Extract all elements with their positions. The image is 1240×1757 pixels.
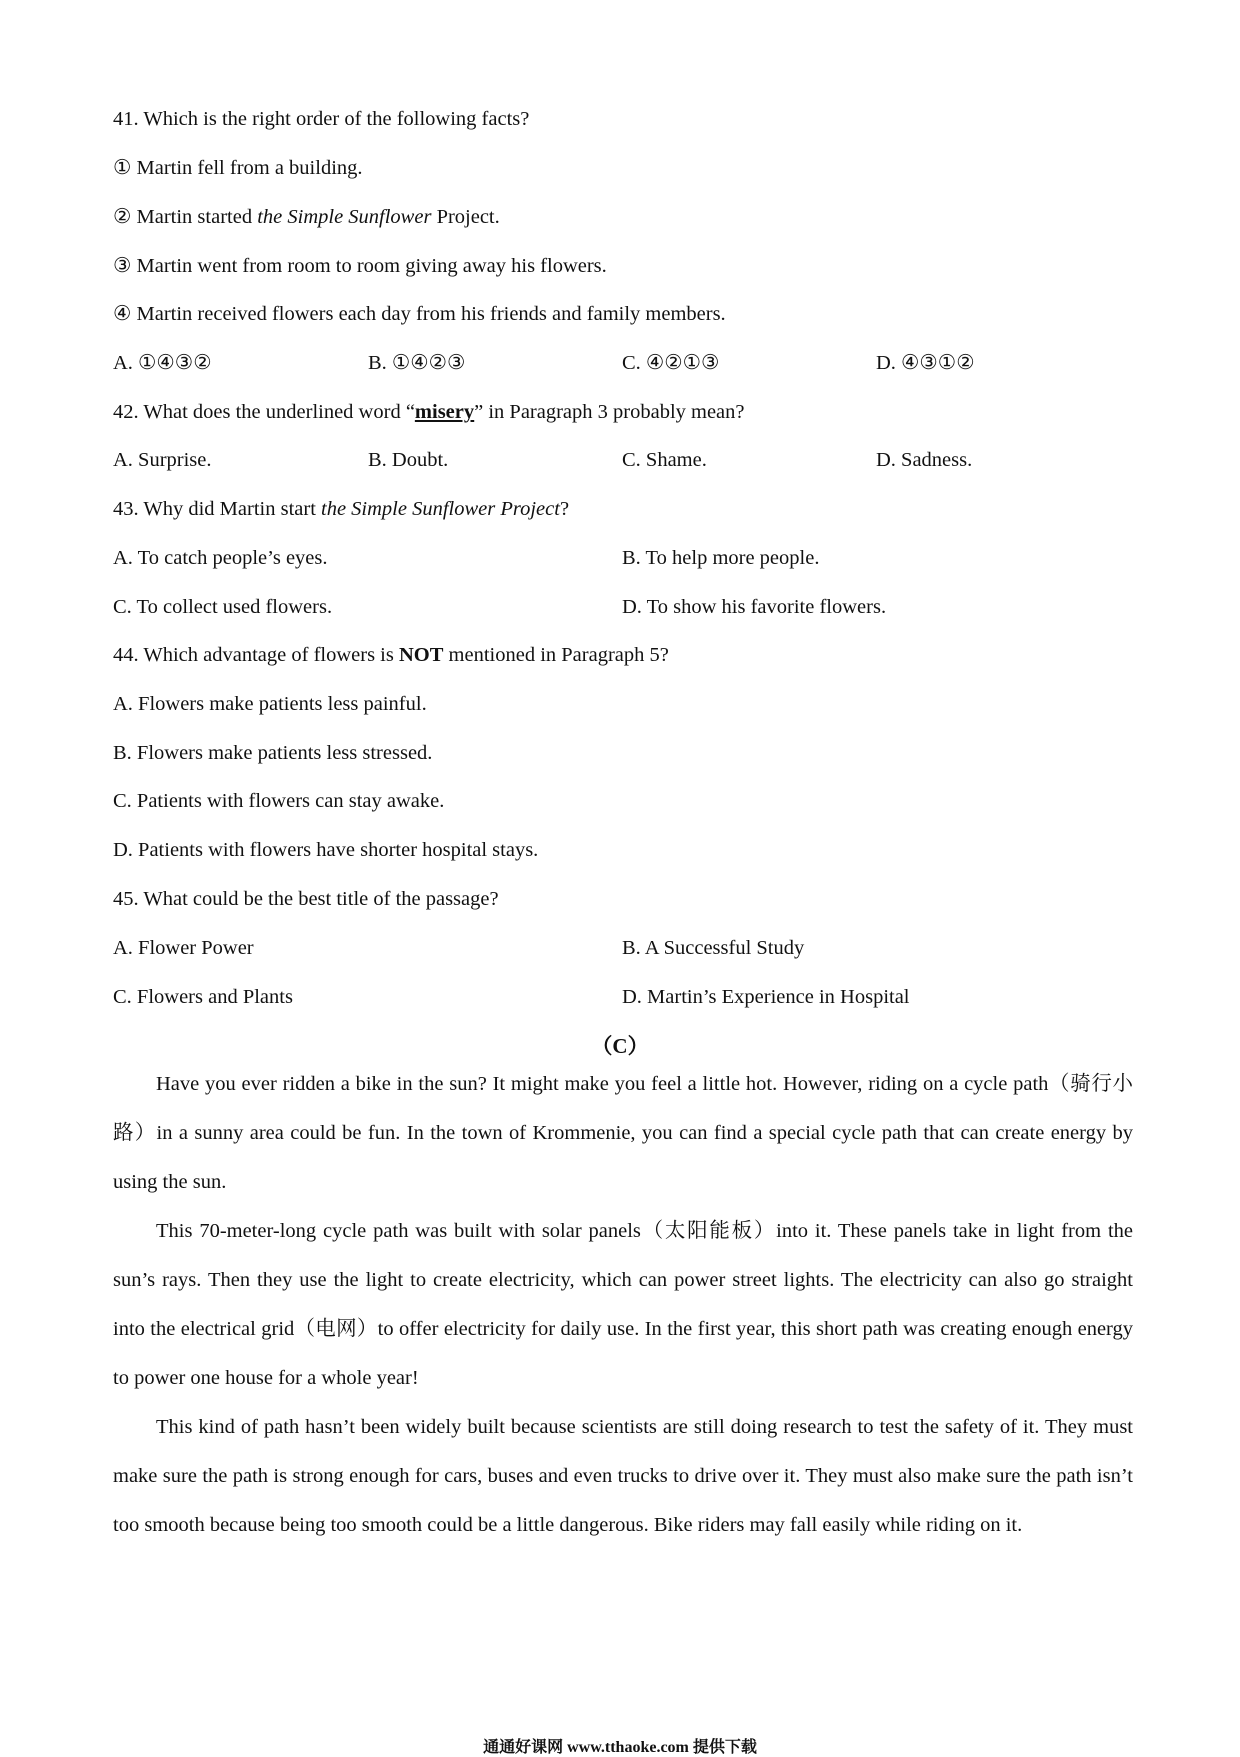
paragraph-2: This 70-meter-long cycle path was built with solar panels（太阳能板）into it. These panels take in light from the sun’s rays. Then they use the light to create electricity, which can power street lights. The electricity can also go straight into the electrical grid（电网）to offer electricity for daily use. In the first year, this short path was creating enough energy to power one house for a whole year! xyxy=(113,1220,1133,1389)
question-42: 42. What does the underlined word “misery” in Paragraph 3 probably mean? xyxy=(113,401,745,423)
q43-option-a: A. To catch people’s eyes. xyxy=(113,547,328,569)
q43-option-b: B. To help more people. xyxy=(622,547,820,569)
q45-option-b: B. A Successful Study xyxy=(622,937,805,959)
q42-option-d: D. Sadness. xyxy=(876,449,973,471)
paragraph-1: Have you ever ridden a bike in the sun? It might make you feel a little hot. However, riding on a cycle path（骑行小路）in a sunny area could be fun. In the town of Krommenie, you can find a special cycle path that can create energy by using the sun. xyxy=(113,1073,1133,1193)
fact-3: ③ Martin went from room to room giving away his flowers. xyxy=(113,255,607,277)
question-45: 45. What could be the best title of the passage? xyxy=(113,888,499,910)
q44-option-b: B. Flowers make patients less stressed. xyxy=(113,742,433,764)
q45-option-a: A. Flower Power xyxy=(113,937,254,959)
fact-2: ② Martin started the Simple Sunflower Project. xyxy=(113,206,500,228)
fact-4: ④ Martin received flowers each day from his friends and family members. xyxy=(113,303,726,325)
passage xyxy=(113,1060,1133,1550)
question-43: 43. Why did Martin start the Simple Sunflower Project? xyxy=(113,498,570,520)
question-41: 41. Which is the right order of the following facts? xyxy=(113,108,530,130)
q41-option-a: A. ①④③② xyxy=(113,352,212,374)
q45-option-c: C. Flowers and Plants xyxy=(113,986,293,1008)
question-44: 44. Which advantage of flowers is NOT mentioned in Paragraph 5? xyxy=(113,644,669,666)
q45-option-d: D. Martin’s Experience in Hospital xyxy=(622,986,910,1008)
q41-option-d: D. ④③①② xyxy=(876,352,975,374)
q43-option-d: D. To show his favorite flowers. xyxy=(622,596,887,618)
q42-option-c: C. Shame. xyxy=(622,449,707,471)
underlined-word: misery xyxy=(414,401,475,423)
section-heading: （C） xyxy=(591,1034,649,1058)
q42-option-a: A. Surprise. xyxy=(113,449,212,471)
page-footer: 通通好课网 www.tthaoke.com 提供下载 xyxy=(483,1739,757,1756)
q41-option-b: B. ①④②③ xyxy=(368,352,466,374)
q43-option-c: C. To collect used flowers. xyxy=(113,596,333,618)
q44-option-a: A. Flowers make patients less painful. xyxy=(113,693,427,715)
paragraph-3: This kind of path hasn’t been widely built because scientists are still doing research to test the safety of it. They must make sure the path is strong enough for cars, buses and even trucks to drive over it. They must also make sure the path isn’t too smooth because being too smooth could be a little dangerous. Bike riders may fall easily while riding on it. xyxy=(113,1416,1133,1536)
q42-option-b: B. Doubt. xyxy=(368,449,449,471)
q44-option-c: C. Patients with flowers can stay awake. xyxy=(113,790,445,812)
fact-1: ① Martin fell from a building. xyxy=(113,157,363,179)
q41-option-c: C. ④②①③ xyxy=(622,352,720,374)
q44-option-d: D. Patients with flowers have shorter hospital stays. xyxy=(113,839,539,861)
